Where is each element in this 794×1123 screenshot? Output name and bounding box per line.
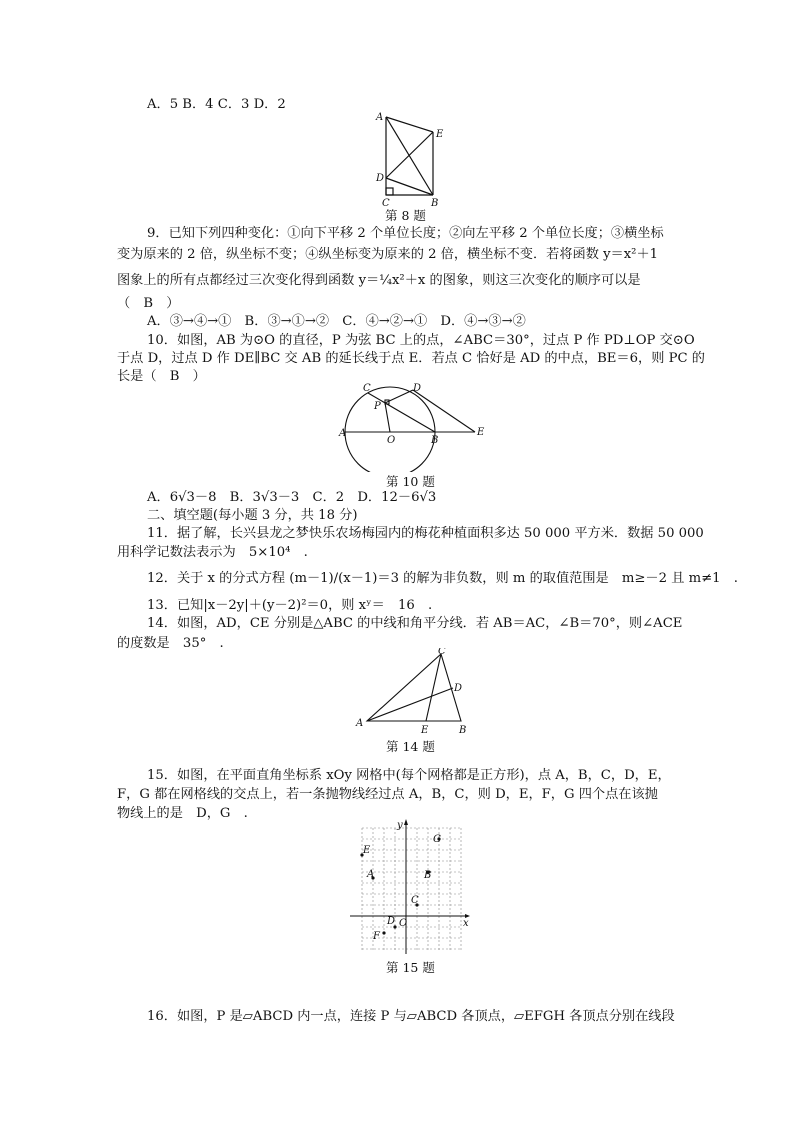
q9-answer: （ B ） — [117, 296, 180, 311]
q14-label-b: B — [459, 725, 467, 736]
q14-line1: 14．如图，AD，CE 分别是△ABC 的中线和角平分线．若 AB＝AC，∠B＝70°，则∠ACE — [147, 616, 683, 631]
q10-caption: 第 10 题 — [386, 474, 435, 489]
q8-label-b: B — [431, 198, 439, 208]
q8-label-e: E — [436, 129, 444, 140]
q8-choices: A．5 B．4 C．3 D．2 — [147, 97, 286, 112]
figure-q15 — [345, 818, 475, 958]
q14-label-e: E — [421, 725, 429, 736]
q10-label-p: P — [374, 401, 381, 412]
q8-label-d: D — [376, 173, 385, 184]
q10-label-b: B — [431, 435, 439, 446]
q14-label-a: A — [356, 718, 364, 729]
q14-caption: 第 14 题 — [386, 739, 435, 754]
q15-label-x: x — [463, 918, 469, 929]
q15-caption: 第 15 题 — [386, 960, 435, 975]
q10-label-o: O — [387, 435, 396, 446]
q10-label-a: A — [339, 428, 347, 439]
q15-line3: 物线上的是 D，G . — [117, 806, 248, 821]
q9-choices: A．③→④→① B．③→①→② C．④→②→① D．④→③→② — [147, 314, 526, 329]
q15-label-g: G — [433, 834, 441, 845]
section-2-heading: 二、填空题(每小题 3 分，共 18 分) — [147, 508, 358, 523]
figure-q10 — [334, 380, 494, 472]
q15-label-c: C — [411, 895, 419, 906]
q15-label-f: F — [373, 931, 380, 942]
q9-line3: 图象上的所有点都经过三次变化得到函数 y＝¼x²＋x 的图象，则这三次变化的顺序可以是 — [117, 273, 641, 288]
figure-q14 — [353, 648, 473, 736]
q11-line2: 用科学记数法表示为 5×10⁴ . — [117, 545, 308, 560]
q15-label-a: A — [367, 869, 375, 880]
q10-label-c: C — [363, 383, 371, 394]
q14-line2: 的度数是 35° . — [117, 636, 224, 651]
q8-caption: 第 8 题 — [385, 208, 426, 223]
q15-label-d: D — [387, 916, 396, 927]
q13-line: 13．已知|x－2y|＋(y－2)²＝0，则 xʸ＝ 16 . — [147, 598, 433, 613]
q12-line: 12．关于 x 的分式方程 (m－1)/(x－1)＝3 的解为非负数，则 m 的取值范围是 m≥－2 且 m≠1 . — [147, 571, 738, 586]
q15-label-y: y — [397, 820, 403, 831]
q9-line2: 变为原来的 2 倍，纵坐标不变；④纵坐标变为原来的 2 倍，横坐标不变．若将函数 y＝x²＋1 — [117, 247, 659, 262]
q15-label-o: O — [399, 918, 408, 929]
q15-line1: 15．如图，在平面直角坐标系 xOy 网格中(每个网格都是正方形)，点 A，B，C，D，E， — [147, 768, 671, 783]
q10-line1: 10．如图，AB 为⊙O 的直径，P 为弦 BC 上的点，∠ABC＝30°，过点 P 作 PD⊥OP 交⊙O — [147, 333, 695, 348]
q15-label-e: E — [363, 845, 371, 856]
q9-line1: 9．已知下列四种变化：①向下平移 2 个单位长度；②向左平移 2 个单位长度；③横坐标 — [147, 226, 664, 241]
q10-label-d: D — [413, 383, 422, 394]
q15-label-b: B — [424, 870, 432, 881]
q10-choices: A．6√3－8 B．3√3－3 C．2 D．12－6√3 — [147, 490, 437, 505]
q8-label-a: A — [376, 112, 384, 123]
q16-line: 16．如图，P 是▱ABCD 内一点，连接 P 与▱ABCD 各顶点，▱EFGH 各顶点分别在线段 — [147, 1009, 675, 1024]
q8-label-c: C — [382, 198, 390, 208]
q14-label-c: C — [438, 648, 446, 657]
figure-q8 — [370, 110, 450, 208]
q10-label-e: E — [477, 427, 485, 438]
q15-line2: F，G 都在网格线的交点上，若一条抛物线经过点 A，B，C，则 D，E，F，G 四个点在该抛 — [117, 787, 658, 802]
q10-line3: 长是（ B ） — [117, 369, 206, 384]
q10-line2: 于点 D，过点 D 作 DE∥BC 交 AB 的延长线于点 E．若点 C 恰好是 AD 的中点，BE＝6，则 PC 的 — [117, 351, 705, 366]
q11-line1: 11．据了解，长兴县龙之梦快乐农场梅园内的梅花种植面积多达 50 000 平方米．数据 50 000 — [147, 526, 704, 541]
q14-label-d: D — [454, 683, 463, 694]
